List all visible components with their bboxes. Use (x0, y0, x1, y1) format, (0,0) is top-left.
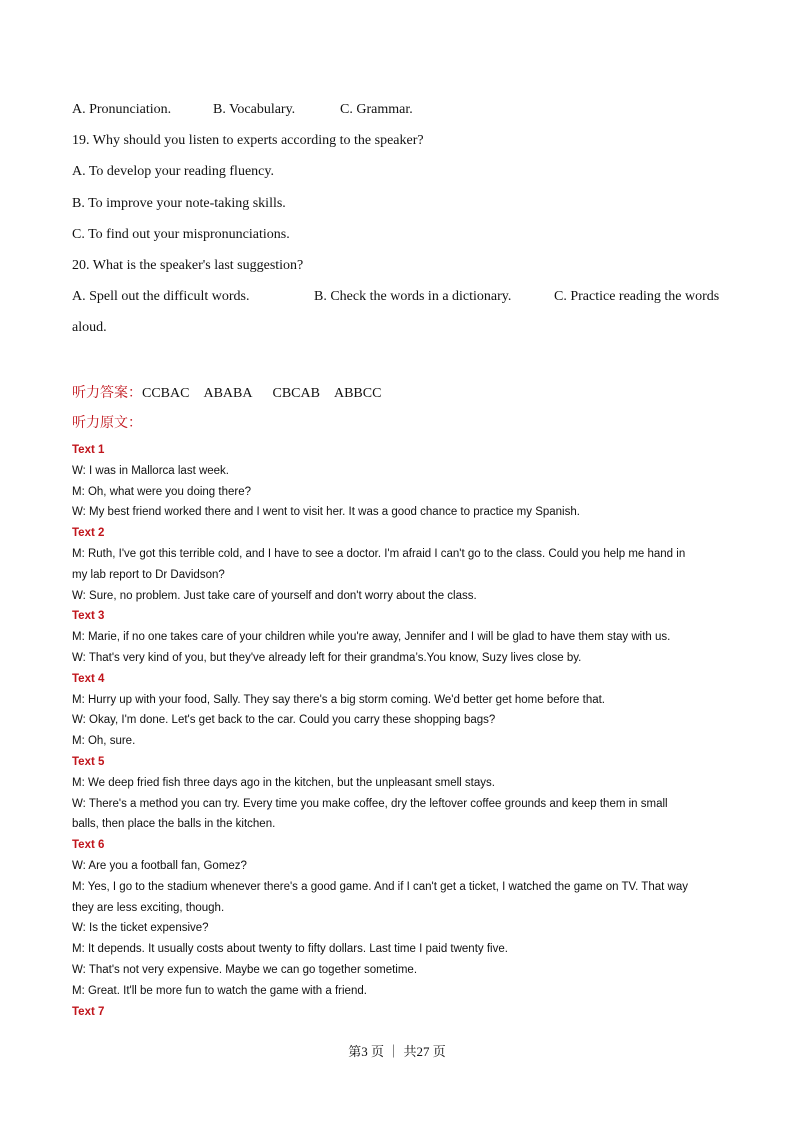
q20-option-b: B. Check the words in a dictionary. (314, 289, 512, 304)
text-heading: Text 2 (72, 527, 105, 540)
answer-group: CBCAB (272, 386, 320, 401)
dialogue-line: M: Oh, sure. (72, 735, 136, 748)
q20-options (0, 289, 794, 309)
dialogue-line: M: Great. It'll be more fun to watch the game with a friend. (72, 984, 367, 997)
dialogue-line: balls, then place the balls in the kitchen. (72, 818, 276, 831)
q19-option-b: B. To improve your note-taking skills. (72, 196, 286, 211)
dialogue-line: W: That's not very expensive. Maybe we can go together sometime. (72, 963, 418, 976)
answer-group: ABBCC (333, 386, 382, 401)
dialogue-line: M: Marie, if no one takes care of your children while you're away, Jennifer and I will be glad to have them stay with us. (72, 631, 671, 644)
q18-option-a: A. Pronunciation. (72, 102, 172, 117)
q20-question: 20. What is the speaker's last suggestion? (72, 258, 304, 273)
q20-option-c-wrap: aloud. (72, 320, 107, 335)
text-heading: Text 7 (72, 1005, 105, 1018)
q18-option-c: C. Grammar. (340, 102, 413, 117)
answer-line (72, 382, 381, 402)
answer-label: 听力答案： (72, 386, 142, 401)
dialogue-line: M: We deep fried fish three days ago in the kitchen, but the unpleasant smell stays. (72, 776, 495, 789)
dialogue-line: M: Hurry up with your food, Sally. They say there's a big storm coming. We'd better get home before that. (72, 693, 605, 706)
q19-option-a: A. To develop your reading fluency. (72, 164, 274, 179)
answer-group: CCBAC (142, 386, 190, 401)
dialogue-line: M: Oh, what were you doing there? (72, 485, 251, 498)
dialogue-line: W: There's a method you can try. Every time you make coffee, dry the leftover coffee grounds and keep them in small (72, 797, 668, 810)
dialogue-line: they are less exciting, though. (72, 901, 225, 914)
dialogue-line: my lab report to Dr Davidson? (72, 568, 225, 581)
dialogue-line: W: Sure, no problem. Just take care of yourself and don't worry about the class. (72, 589, 477, 602)
transcript-label: 听力原文： (72, 416, 142, 431)
q19-question: 19. Why should you listen to experts according to the speaker? (72, 133, 424, 148)
q19-option-c: C. To find out your mispronunciations. (72, 227, 290, 242)
dialogue-line: W: Is the ticket expensive? (72, 922, 209, 935)
dialogue-line: W: Okay, I'm done. Let's get back to the car. Could you carry these shopping bags? (72, 714, 496, 727)
transcript (72, 440, 732, 1022)
q20-option-a: A. Spell out the difficult words. (72, 289, 250, 304)
dialogue-line: W: That's very kind of you, but they've already left for their grandma’s.You know, Suzy lives close by. (72, 651, 582, 664)
answer-group: ABABA (203, 386, 253, 401)
text-heading: Text 6 (72, 839, 105, 852)
q20-option-c: C. Practice reading the words (554, 289, 720, 304)
dialogue-line: W: My best friend worked there and I went to visit her. It was a good chance to practice my Spanish. (72, 506, 580, 519)
dialogue-line: M: Yes, I go to the stadium whenever there's a good game. And if I can't get a ticket, I watched the game on TV. That way (72, 880, 688, 893)
q18-option-b: B. Vocabulary. (213, 102, 296, 117)
text-heading: Text 5 (72, 755, 105, 768)
dialogue-line: W: Are you a football fan, Gomez? (72, 859, 247, 872)
page-footer: 第3 页 ｜ 共27 页 (348, 1044, 446, 1059)
text-heading: Text 4 (72, 672, 105, 685)
dialogue-line: M: It depends. It usually costs about twenty to fifty dollars. Last time I paid twenty five. (72, 943, 508, 956)
text-heading: Text 3 (72, 610, 105, 623)
text-heading: Text 1 (72, 444, 105, 456)
q18-options (0, 102, 794, 122)
dialogue-line: M: Ruth, I've got this terrible cold, and I have to see a doctor. I'm afraid I can't go to the class. Could you help me hand in (72, 547, 686, 560)
dialogue-line: W: I was in Mallorca last week. (72, 464, 230, 477)
